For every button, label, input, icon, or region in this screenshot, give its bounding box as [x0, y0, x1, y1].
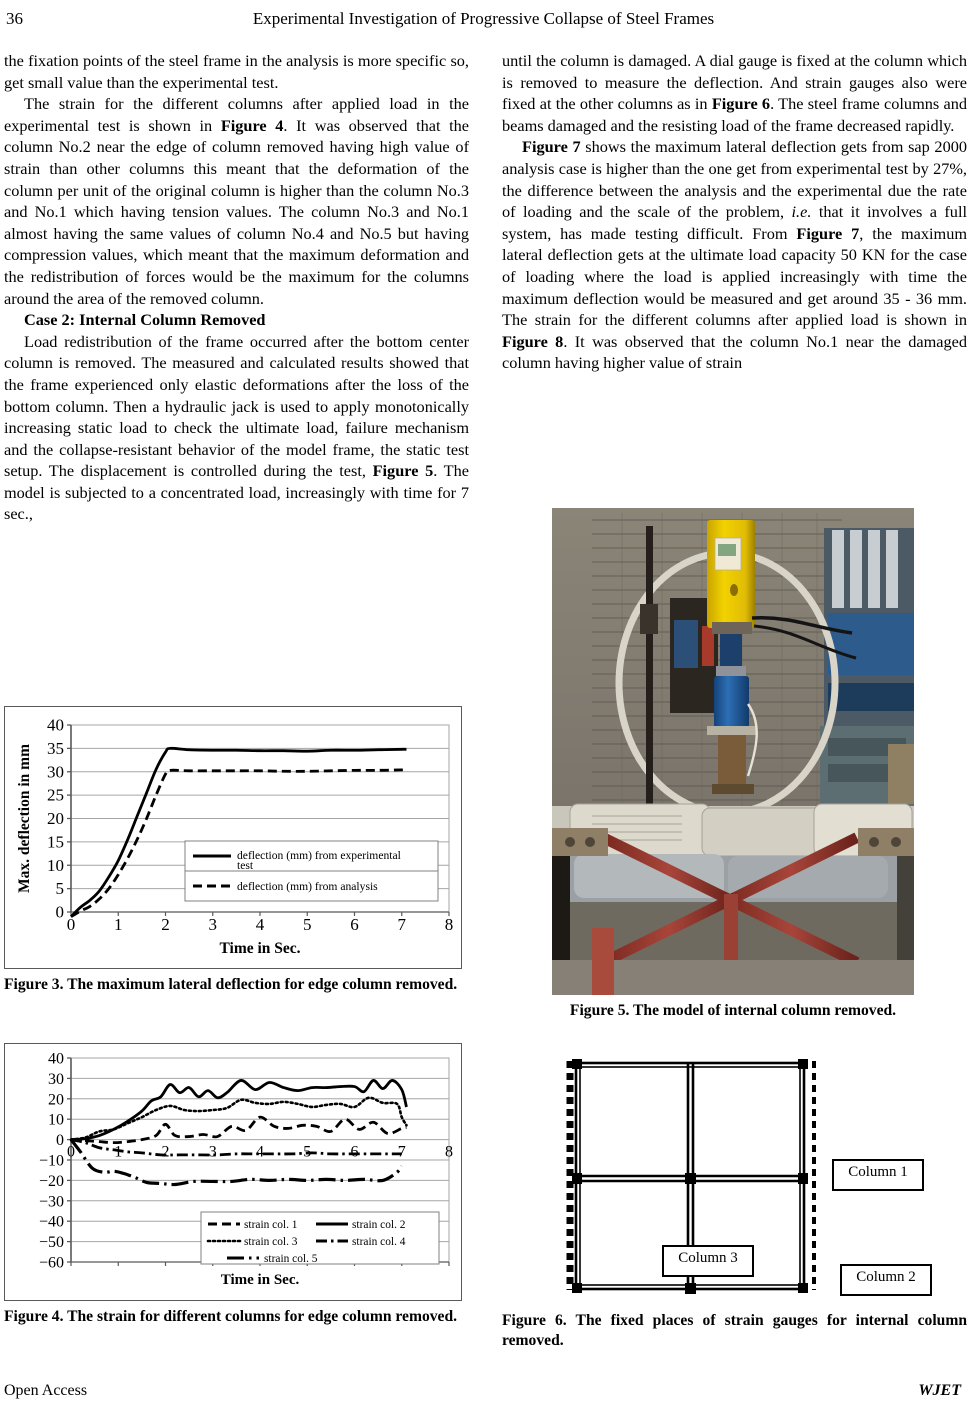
svg-text:5: 5 — [55, 879, 64, 899]
svg-text:25: 25 — [47, 785, 64, 805]
paragraph-text-b: that it involves a full system, has made testing difficult. From — [502, 202, 967, 243]
paragraph-text-c: , the maximum lateral deflection gets at the ultimate load capacity 50 KN for the case of loading where the load is applied increasingly with time the maximum deflection would be measured and get around 35 - 36 mm. The strain for the different columns after applied load is shown in — [502, 223, 967, 330]
paragraph-figure7-results — [502, 136, 967, 374]
figure-ref-8: Figure 8 — [502, 331, 564, 351]
paragraph-text: the fixation points of the steel frame in the analysis is more specific so, get small value than the experimental test. — [4, 51, 469, 92]
figure-4-chart — [4, 1043, 462, 1301]
svg-text:0: 0 — [67, 1143, 75, 1161]
page-footer — [0, 1382, 967, 1406]
svg-text:strain col. 3: strain col. 3 — [244, 1236, 298, 1248]
svg-text:10: 10 — [47, 855, 64, 875]
figure-5-photo — [552, 508, 914, 995]
figure-6-diagram — [502, 1043, 967, 1305]
svg-text:1: 1 — [114, 915, 123, 934]
svg-text:−10: −10 — [38, 1152, 64, 1170]
paragraph-strain-columns — [4, 93, 469, 309]
svg-text:deflection (mm) from analysis: deflection (mm) from analysis — [237, 880, 378, 893]
paragraph-text-a: shows the maximum lateral deflection gets from sap 2000 analysis case is higher than the one get from experimental test by 27%, the difference between the analysis and the experimental due the rate of loading and the scale of the problem, — [502, 137, 967, 222]
figure-3-caption: Figure 3. The maximum lateral deflection for edge column removed. — [4, 976, 458, 993]
right-column — [502, 50, 967, 374]
paragraph-load-redistribution — [4, 331, 469, 525]
paragraph-text-b: . It was observed that the column No.2 near the edge of column removed having high value of strain than other columns this meant that the deformation of the column per unit of the original column is higher than the column No.3 and No.1 which having tension values. The column No.3 and No.1 almost having the same values of column No.4 and No.5 but having compression values, which meant that the maximum deformation and the redistribution of forces would be the maximum for the columns around the area of the removed column. — [4, 115, 470, 308]
svg-text:5: 5 — [303, 1143, 312, 1161]
paragraph-text-d: . It was observed that the column No.1 near the damaged column having higher value of strain — [502, 331, 967, 373]
svg-text:2: 2 — [161, 1143, 170, 1161]
svg-text:15: 15 — [47, 832, 64, 852]
svg-text:4: 4 — [256, 1143, 264, 1161]
label-column-3: Column 3 — [662, 1245, 754, 1277]
figure-6-block — [502, 1043, 967, 1350]
footer-journal-abbrev: WJET — [918, 1382, 961, 1399]
figure-6-caption: Figure 6. The fixed places of strain gauges for internal column removed. — [502, 1312, 967, 1349]
svg-text:20: 20 — [48, 1091, 64, 1109]
svg-text:−50: −50 — [38, 1234, 64, 1252]
svg-text:Time in Sec.: Time in Sec. — [220, 1272, 300, 1288]
svg-text:8: 8 — [444, 915, 454, 934]
svg-text:6: 6 — [350, 915, 359, 934]
latin-abbrev-ie: i.e. — [791, 202, 812, 222]
paragraph-text-b: . The steel frame columns and beams damaged and the resisting load of the frame decreased rapidly. — [502, 94, 967, 135]
svg-text:8: 8 — [445, 1143, 453, 1161]
figure-ref-5: Figure 5 — [372, 461, 434, 481]
svg-text:6: 6 — [350, 1143, 359, 1161]
svg-text:7: 7 — [397, 1143, 406, 1161]
svg-text:Time in Sec.: Time in Sec. — [219, 940, 301, 957]
label-column-1: Column 1 — [832, 1159, 924, 1191]
section-heading-case2: Case 2: Internal Column Removed — [24, 310, 266, 330]
svg-text:5: 5 — [303, 915, 312, 934]
figure-5-caption: Figure 5. The model of internal column removed. — [569, 1002, 897, 1019]
paragraph-fixation-points — [4, 50, 469, 93]
svg-text:3: 3 — [208, 915, 217, 934]
svg-text:test: test — [237, 859, 254, 872]
svg-text:2: 2 — [161, 915, 170, 934]
svg-text:3: 3 — [208, 1143, 217, 1161]
svg-text:0: 0 — [56, 1132, 64, 1150]
svg-text:strain col. 1: strain col. 1 — [244, 1219, 298, 1231]
figure-4-caption: Figure 4. The strain for different columns for edge column removed. — [4, 1308, 458, 1325]
svg-text:deflection (mm) from experimen: deflection (mm) from experimental — [237, 849, 401, 862]
svg-text:40: 40 — [48, 1050, 64, 1068]
figure-ref-7a: Figure 7 — [522, 137, 581, 157]
svg-text:35: 35 — [47, 738, 64, 758]
figure-3-block — [4, 706, 462, 995]
svg-text:strain col. 5: strain col. 5 — [264, 1253, 318, 1265]
svg-text:−60: −60 — [38, 1254, 64, 1272]
figure-ref-7b: Figure 7 — [796, 223, 860, 243]
svg-text:0: 0 — [66, 915, 76, 934]
svg-text:20: 20 — [47, 809, 64, 828]
svg-text:30: 30 — [48, 1070, 64, 1088]
svg-text:Max. deflection in mm: Max. deflection in mm — [16, 744, 33, 893]
paragraph-text-a: until the column is damaged. A dial gauge is fixed at the column which is removed to measure the deflection. And strain gauges also were fixed at the other columns as in — [502, 51, 967, 114]
svg-text:−20: −20 — [38, 1172, 64, 1190]
svg-text:30: 30 — [47, 762, 64, 782]
label-column-2: Column 2 — [840, 1264, 932, 1296]
paragraph-text-b: . The model is subjected to a concentrated load, increasingly with time for 7 sec., — [4, 461, 469, 524]
figure-ref-6: Figure 6 — [711, 94, 771, 114]
svg-text:−40: −40 — [38, 1213, 64, 1231]
running-head — [0, 8, 967, 32]
svg-text:0: 0 — [55, 902, 64, 922]
svg-text:strain col. 2: strain col. 2 — [352, 1219, 406, 1231]
figure-5-block — [552, 508, 914, 1021]
page-number: 36 — [6, 9, 23, 28]
paragraph-text-a: Load redistribution of the frame occurred after the bottom center column is removed. The measured and calculated results showed that the frame experienced only elastic deformations after the loss of the bottom column. Then a hydraulic jack is used to apply monotonically increasing static load to check the ultimate load, failure mechanism and the collapse-resistant behavior of the model frame, the static test setup. The displacement is controlled during the test, — [4, 331, 469, 481]
svg-text:10: 10 — [48, 1111, 64, 1129]
svg-text:40: 40 — [47, 715, 64, 735]
svg-text:4: 4 — [255, 915, 265, 934]
lab-test-setup-image — [552, 508, 914, 995]
svg-text:−30: −30 — [38, 1193, 64, 1211]
paragraph-text-a: The strain for the different columns after applied load in the experimental test is shown in — [4, 94, 469, 135]
figure-3-svg — [5, 707, 463, 970]
figure-3-chart — [4, 706, 462, 969]
svg-text:1: 1 — [114, 1143, 123, 1161]
svg-text:7: 7 — [397, 915, 406, 934]
figure-ref-4: Figure 4 — [220, 115, 284, 135]
paragraph-dial-gauge — [502, 50, 967, 136]
left-column — [4, 50, 469, 525]
footer-open-access: Open Access — [4, 1382, 88, 1399]
running-title: Experimental Investigation of Progressive Collapse of Steel Frames — [252, 9, 715, 28]
figure-4-block — [4, 1043, 462, 1327]
svg-text:strain col. 4: strain col. 4 — [352, 1236, 406, 1248]
figure-4-svg — [5, 1044, 463, 1302]
